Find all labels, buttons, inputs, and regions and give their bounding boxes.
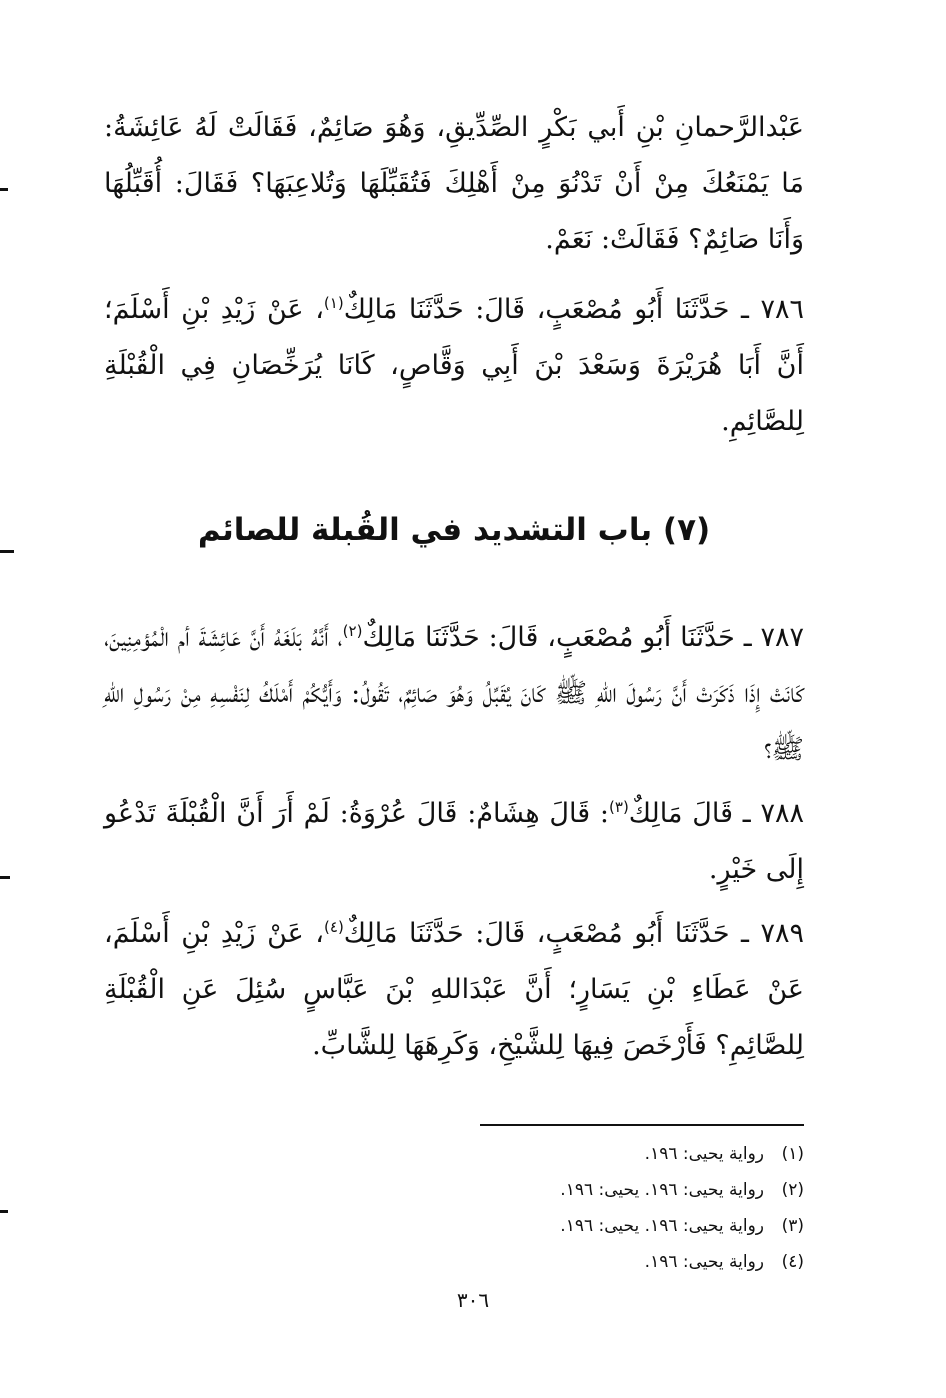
hadith-number: ٧٨٦	[760, 294, 804, 325]
hadith-787	[104, 610, 804, 778]
hadith-789	[104, 906, 804, 1074]
hadith-text-before: ـ حَدَّثَنَا أَبُو مُصْعَبٍ، قَالَ: حَدَّثَنَا مَالِكٌ	[343, 294, 749, 325]
margin-scan-mark	[0, 1210, 8, 1213]
page-number: ٣٠٦	[456, 1288, 490, 1312]
footnote-number: (٢)	[781, 1180, 804, 1200]
hadith-786-text	[104, 282, 804, 450]
margin-scan-mark	[0, 188, 8, 191]
hadith-number: ٧٨٧	[760, 622, 804, 653]
hadith-text-after: ، أَنَّهُ بَلَغَهُ أَنَّ عَائِشَةَ أم الْمُؤمِنِينَ، كَانَتْ إِذَا ذَكَرَتْ أَنَّ رَسُولَ اللهِ ﷺ كَانَ يُقَبِّلُ وَهُوَ صَائِمٌ، تَقُولُ: وَأَيُّكُمْ أَمْلَكُ لِنَفْسِهِ مِنْ رَسُولِ اللهِ ﷺ؟	[104, 622, 804, 765]
hadith-788-text	[104, 786, 804, 898]
hadith-text-after: ، عَنْ زَيْدِ بْنِ أَسْلَمَ، عَنْ عَطَاءِ بْنِ يَسَارٍ؛ أَنَّ عَبْدَاللهِ بْنَ عَبَّاسٍ سُئِلَ عَنِ الْقُبْلَةِ لِلصَّائِمِ؟ فَأَرْخَصَ فِيهَا لِلشَّيْخِ، وَكَرِهَهَا لِلشَّابِّ.	[104, 918, 804, 1061]
footnote-item	[420, 1172, 804, 1208]
footnote-ref[interactable]: (٣)	[609, 798, 629, 816]
hadith-text-before: ـ قَالَ مَالِكٌ	[628, 798, 751, 829]
footnote-text: رواية يحيى: ١٩٦.	[644, 1144, 764, 1164]
hadith-text-after: : قَالَ هِشَامٌ: قَالَ عُرْوَةُ: لَمْ أَرَ أَنَّ الْقُبْلَةَ تَدْعُو إِلَى خَيْرٍ.	[104, 798, 804, 885]
footnote-text: رواية يحيى: ١٩٦. يحيى: ١٩٦.	[560, 1216, 764, 1236]
footnote-number: (١)	[781, 1144, 804, 1164]
hadith-number: ٧٨٩	[760, 918, 804, 949]
footnote-ref[interactable]: (٤)	[324, 918, 344, 936]
footnote-number: (٣)	[781, 1216, 804, 1236]
hadith-787-text	[104, 610, 804, 778]
hadith-789-text	[104, 906, 804, 1074]
hadith-text-before: ـ حَدَّثَنَا أَبُو مُصْعَبٍ، قَالَ: حَدَّثَنَا مَالِكٌ	[362, 622, 752, 653]
footnote-text: رواية يحيى: ١٩٦. يحيى: ١٩٦.	[560, 1180, 764, 1200]
footnotes	[420, 1136, 804, 1280]
footnote-item	[420, 1208, 804, 1244]
chapter-title: (٧) باب التشديد في القُبلة للصائم	[197, 512, 711, 548]
hadith-text-before: ـ حَدَّثَنَا أَبُو مُصْعَبٍ، قَالَ: حَدَّثَنَا مَالِكٌ	[343, 918, 749, 949]
footnote-item	[420, 1136, 804, 1172]
footnote-item	[420, 1244, 804, 1280]
footnote-ref[interactable]: (١)	[323, 294, 344, 312]
footnote-text: رواية يحيى: ١٩٦.	[644, 1252, 764, 1272]
paragraph-intro-text: عَبْدالرَّحمانِ بْنِ أَبي بَكْرٍ الصِّدِّيقِ، وَهُوَ صَائِمٌ، فَقَالَتْ لَهُ عَائِشَةُ: مَا يَمْنَعُكَ مِنْ أَنْ تَدْنُوَ مِنْ أَهْلِكَ فَتُقَبِّلَهَا وَتُلاعِبَهَا؟ فَقَالَ: أُقَبِّلُهَا وَأَنَا صَائِمٌ؟ فَقَالَتْ: نَعَمْ.	[104, 112, 804, 255]
paragraph-intro	[104, 100, 804, 268]
margin-scan-mark	[0, 550, 14, 553]
hadith-788	[104, 786, 804, 898]
footnote-number: (٤)	[781, 1252, 804, 1272]
footnote-ref[interactable]: (٢)	[342, 622, 363, 640]
hadith-786	[104, 282, 804, 450]
footnote-divider	[480, 1124, 804, 1126]
hadith-number: ٧٨٨	[760, 798, 804, 829]
margin-scan-mark	[0, 876, 10, 879]
hadith-text-after: ، عَنْ زَيْدِ بْنِ أَسْلَمَ؛ أَنَّ أَبَا هُرَيْرَةَ وَسَعْدَ بْنَ أَبِي وَقَّاصٍ، كَانَا يُرَخِّصَانِ فِي الْقُبْلَةِ لِلصَّائِمِ.	[104, 294, 804, 437]
